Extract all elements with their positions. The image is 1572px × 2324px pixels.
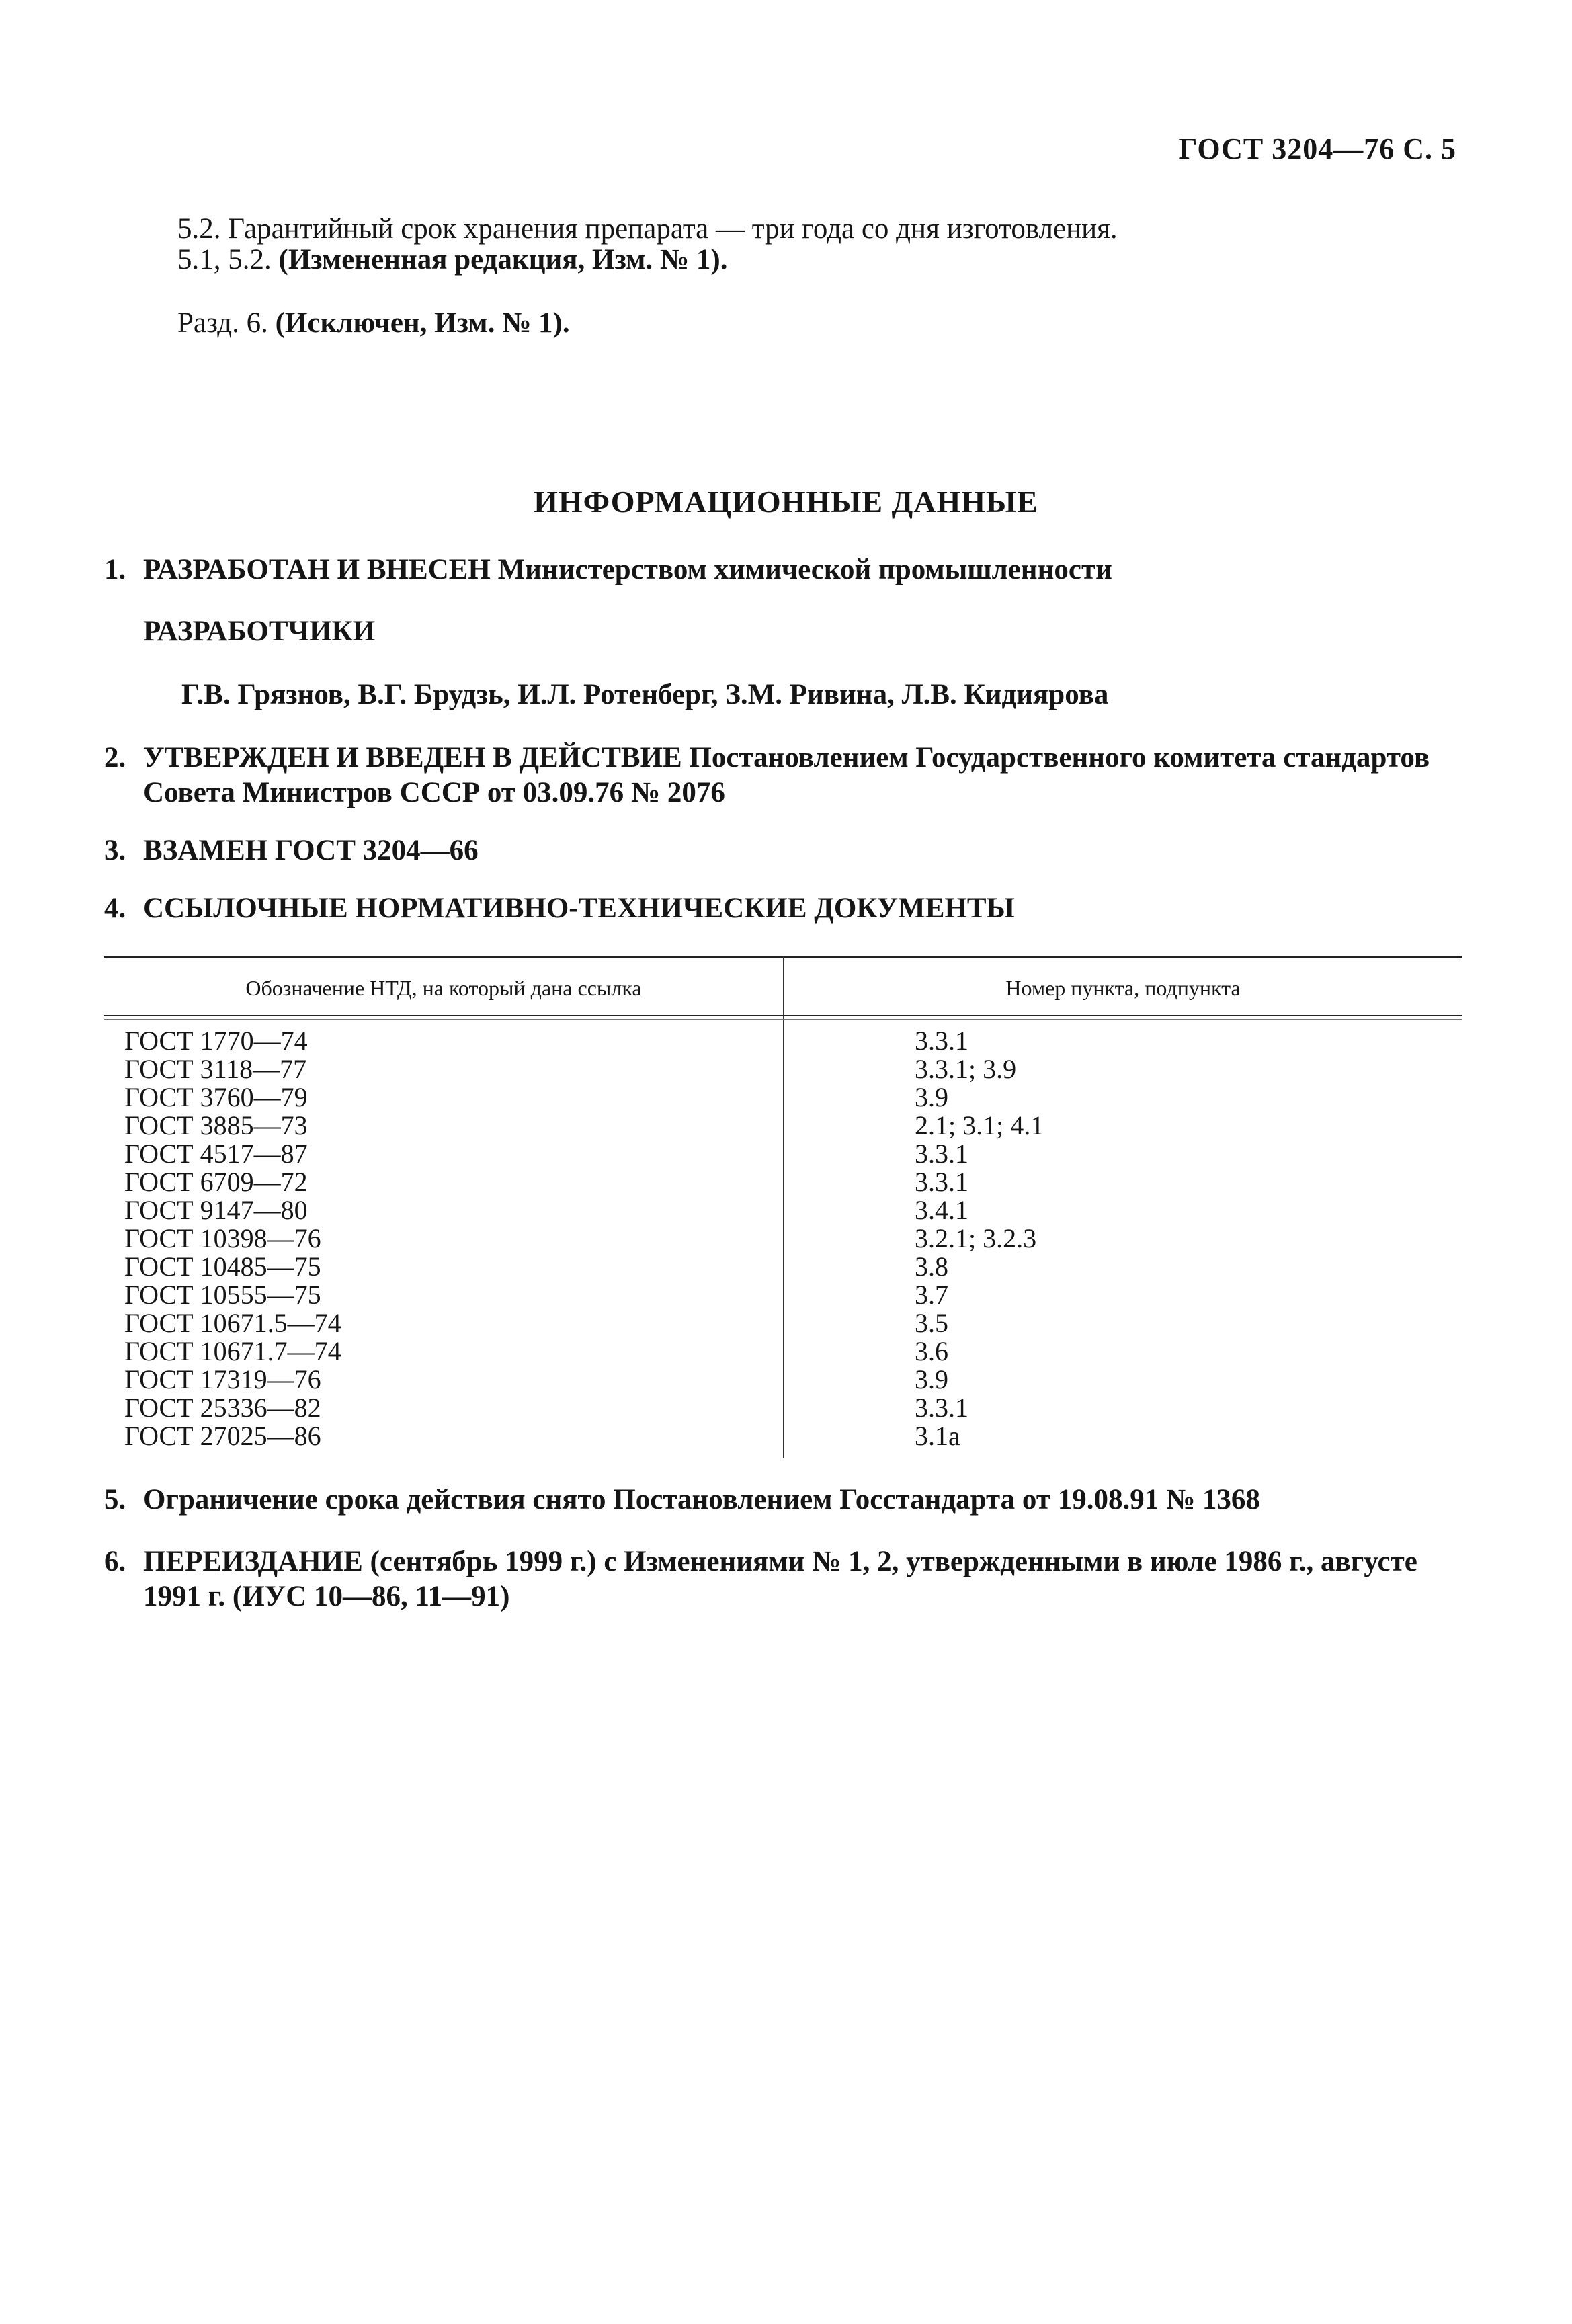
clause-5-2: 5.2. Гарантийный срок хранения препарата — три года со дня изготовления. [177, 213, 1118, 245]
table-cell-clause: 3.7 [915, 1280, 948, 1310]
table-cell-document: ГОСТ 10671.7—74 [124, 1336, 341, 1366]
table-row [104, 1281, 1462, 1309]
info-item-6 [104, 1544, 1536, 1614]
table-row [104, 1253, 1462, 1281]
table-cell-clause: 2.1; 3.1; 4.1 [915, 1110, 1044, 1140]
table-cell-document: ГОСТ 10671.5—74 [124, 1308, 341, 1338]
info-item-4-text: ССЫЛОЧНЫЕ НОРМАТИВНО-ТЕХНИЧЕСКИЕ ДОКУМЕНТЫ [143, 893, 1015, 924]
table-cell-clause: 3.8 [915, 1251, 948, 1282]
info-item-2-line-1: УТВЕРЖДЕН И ВВЕДЕН В ДЕЙСТВИЕ Постановлением Государственного комитета стандартов [143, 742, 1430, 774]
clause-amendment-5-note: (Измененная редакция, Изм. № 1). [278, 244, 728, 276]
developers-label: РАЗРАБОТЧИКИ [143, 616, 376, 647]
info-item-4 [104, 891, 1462, 926]
reference-table [104, 956, 1462, 1466]
table-cell-clause: 3.3.1 [915, 1167, 968, 1197]
info-item-6-line-1: ПЕРЕИЗДАНИЕ (сентябрь 1999 г.) с Изменениями № 1, 2, утвержденными в июле 1986 г., августе [143, 1546, 1417, 1577]
table-cell-clause: 3.6 [915, 1336, 948, 1366]
info-item-3-text: ВЗАМЕН ГОСТ 3204—66 [143, 835, 479, 866]
table-cell-clause: 3.1а [915, 1421, 960, 1451]
info-item-5 [104, 1483, 1462, 1518]
table-cell-clause: 3.4.1 [915, 1195, 968, 1225]
table-row [104, 1394, 1462, 1422]
table-row [104, 1422, 1462, 1450]
table-cell-document: ГОСТ 3760—79 [124, 1082, 308, 1112]
info-item-1-text: РАЗРАБОТАН И ВНЕСЕН Министерством химической промышленности [143, 554, 1112, 585]
table-cell-clause: 3.3.1 [915, 1393, 968, 1423]
table-header-rule-thin [104, 1019, 1462, 1020]
info-item-1 [104, 552, 1462, 587]
table-cell-document: ГОСТ 25336—82 [124, 1393, 321, 1423]
clause-amendment-5 [177, 243, 727, 277]
table-cell-document: ГОСТ 10485—75 [124, 1251, 321, 1282]
page-header: ГОСТ 3204—76 С. 5 [1178, 132, 1456, 165]
table-cell-clause: 3.9 [915, 1082, 948, 1112]
table-cell-clause: 3.3.1 [915, 1138, 968, 1169]
info-item-5-number: 5. [104, 1484, 126, 1516]
table-row [104, 1337, 1462, 1366]
table-cell-document: ГОСТ 1770—74 [124, 1026, 308, 1056]
info-item-1-number: 1. [104, 554, 126, 585]
table-row [104, 1225, 1462, 1253]
table-cell-document: ГОСТ 6709—72 [124, 1167, 308, 1197]
table-row [104, 1112, 1462, 1140]
info-item-6-line-2: 1991 г. (ИУС 10—86, 11—91) [143, 1581, 510, 1612]
table-cell-clause: 3.3.1; 3.9 [915, 1054, 1017, 1084]
section-6-status: (Исключен, Изм. № 1). [275, 307, 570, 339]
table-cell-document: ГОСТ 9147—80 [124, 1195, 308, 1225]
table-cell-document: ГОСТ 3118—77 [124, 1054, 307, 1084]
info-item-2-line-2: Совета Министров СССР от 03.09.76 № 2076 [143, 777, 725, 808]
clause-amendment-5-prefix: 5.1, 5.2. [177, 244, 272, 276]
table-header-rule [104, 1015, 1462, 1016]
info-item-3-number: 3. [104, 835, 126, 866]
info-item-3 [104, 833, 1462, 868]
table-cell-document: ГОСТ 27025—86 [124, 1421, 321, 1451]
info-section-title: ИНФОРМАЦИОННЫЕ ДАННЫЕ [534, 485, 1038, 519]
table-cell-clause: 3.5 [915, 1308, 948, 1338]
table-row [104, 1309, 1462, 1337]
table-cell-document: ГОСТ 17319—76 [124, 1364, 321, 1395]
table-row [104, 1140, 1462, 1168]
table-cell-clause: 3.9 [915, 1364, 948, 1395]
table-row [104, 1366, 1462, 1394]
table-body [104, 1027, 1462, 1450]
info-item-4-number: 4. [104, 893, 126, 924]
table-cell-clause: 3.3.1 [915, 1026, 968, 1056]
info-item-2 [104, 741, 1522, 811]
info-item-5-text: Ограничение срока действия снято Постановлением Госстандарта от 19.08.91 № 1368 [143, 1484, 1260, 1516]
table-row [104, 1055, 1462, 1083]
table-cell-document: ГОСТ 3885—73 [124, 1110, 308, 1140]
table-row [104, 1196, 1462, 1225]
info-item-2-number: 2. [104, 742, 126, 774]
table-cell-document: ГОСТ 10555—75 [124, 1280, 321, 1310]
table-header-document: Обозначение НТД, на который дана ссылка [245, 976, 642, 1000]
table-row [104, 1083, 1462, 1112]
developers-names: Г.В. Грязнов, В.Г. Брудзь, И.Л. Ротенберг, З.М. Ривина, Л.В. Кидиярова [181, 679, 1109, 710]
section-6-prefix: Разд. 6. [177, 307, 268, 339]
table-row [104, 1027, 1462, 1055]
table-cell-document: ГОСТ 10398—76 [124, 1223, 321, 1253]
section-6-note [177, 306, 570, 340]
table-header-clause: Номер пункта, подпункта [1005, 976, 1241, 1000]
table-cell-clause: 3.2.1; 3.2.3 [915, 1223, 1037, 1253]
info-item-6-number: 6. [104, 1546, 126, 1577]
table-cell-document: ГОСТ 4517—87 [124, 1138, 308, 1169]
table-row [104, 1168, 1462, 1196]
